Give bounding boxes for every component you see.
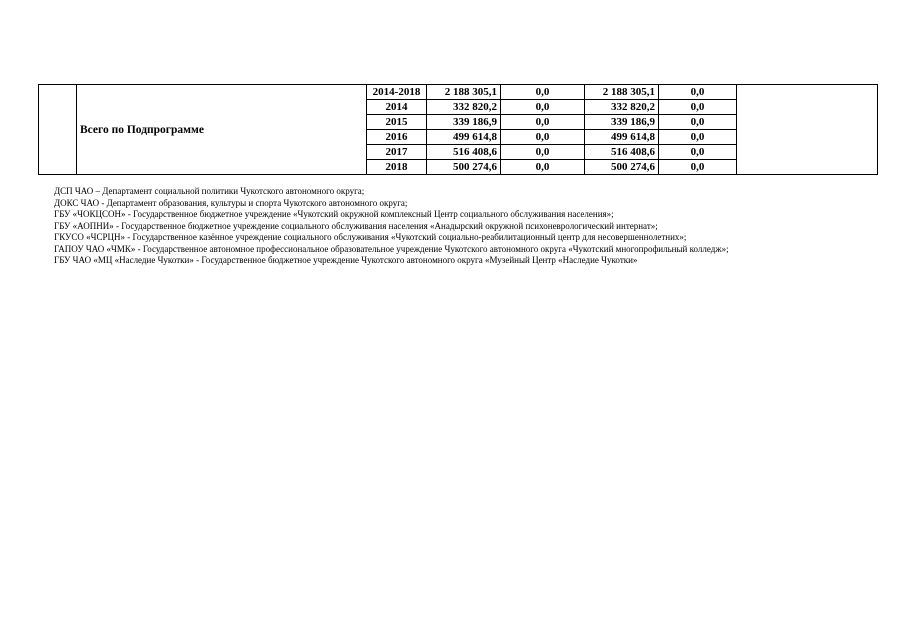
- federal-budget-cell: 0,0: [501, 145, 585, 160]
- row-label-cell: Всего по Подпрограмме: [77, 85, 367, 175]
- row-number-cell: [39, 85, 77, 175]
- year-cell: 2014: [367, 100, 427, 115]
- year-cell: 2014-2018: [367, 85, 427, 100]
- total-cell: 499 614,8: [427, 130, 501, 145]
- other-sources-cell: 0,0: [659, 85, 737, 100]
- district-budget-cell: 332 820,2: [585, 100, 659, 115]
- year-cell: 2016: [367, 130, 427, 145]
- note-line: ГБУ «ЧОКЦСОН» - Государственное бюджетное учреждение «Чукотский окружной комплексный Центр социального обслуживания населения»;: [54, 209, 614, 219]
- other-sources-cell: 0,0: [659, 145, 737, 160]
- district-budget-cell: 2 188 305,1: [585, 85, 659, 100]
- note-line: ГБУ «АОПНИ» - Государственное бюджетное учреждение социального обслуживания населения «Анадырский окружной психоневрологический интернат»;: [54, 220, 658, 231]
- subprogram-summary-table: [38, 84, 878, 175]
- district-budget-cell: 339 186,9: [585, 115, 659, 130]
- table-row: [39, 85, 878, 100]
- year-cell: 2015: [367, 115, 427, 130]
- note-line: ДОКС ЧАО - Департамент образования, культуры и спорта Чукотского автономного округа;: [54, 197, 408, 208]
- federal-budget-cell: 0,0: [501, 130, 585, 145]
- district-budget-cell: 500 274,6: [585, 160, 659, 175]
- note-line: ДСП ЧАО – Департамент социальной политики Чукотского автономного округа;: [54, 186, 365, 196]
- other-sources-cell: 0,0: [659, 130, 737, 145]
- federal-budget-cell: 0,0: [501, 160, 585, 175]
- total-cell: 500 274,6: [427, 160, 501, 175]
- year-cell: 2017: [367, 145, 427, 160]
- abbreviations-notes: [54, 186, 894, 267]
- federal-budget-cell: 0,0: [501, 100, 585, 115]
- total-cell: 516 408,6: [427, 145, 501, 160]
- year-cell: 2018: [367, 160, 427, 175]
- federal-budget-cell: 0,0: [501, 85, 585, 100]
- note-line: ГБУ ЧАО «МЦ «Наследие Чукотки» - Государственное бюджетное учреждение Чукотского автономного округа «Музейный Центр «Наследие Чукотки»: [54, 255, 638, 265]
- total-cell: 339 186,9: [427, 115, 501, 130]
- total-cell: 332 820,2: [427, 100, 501, 115]
- federal-budget-cell: 0,0: [501, 115, 585, 130]
- other-sources-cell: 0,0: [659, 160, 737, 175]
- district-budget-cell: 516 408,6: [585, 145, 659, 160]
- total-cell: 2 188 305,1: [427, 85, 501, 100]
- note-line: ГАПОУ ЧАО «ЧМК» - Государственное автономное профессиональное образовательное учреждение Чукотского автономного округа «Чукотский многопрофильный колледж»;: [54, 243, 729, 254]
- other-sources-cell: 0,0: [659, 115, 737, 130]
- note-line: ГКУСО «ЧСРЦН» - Государственное казённое учреждение социального обслуживания «Чукотский социально-реабилитационный центр для несовершеннолетних»;: [54, 232, 687, 242]
- district-budget-cell: 499 614,8: [585, 130, 659, 145]
- other-sources-cell: 0,0: [659, 100, 737, 115]
- executor-cell: [737, 85, 878, 175]
